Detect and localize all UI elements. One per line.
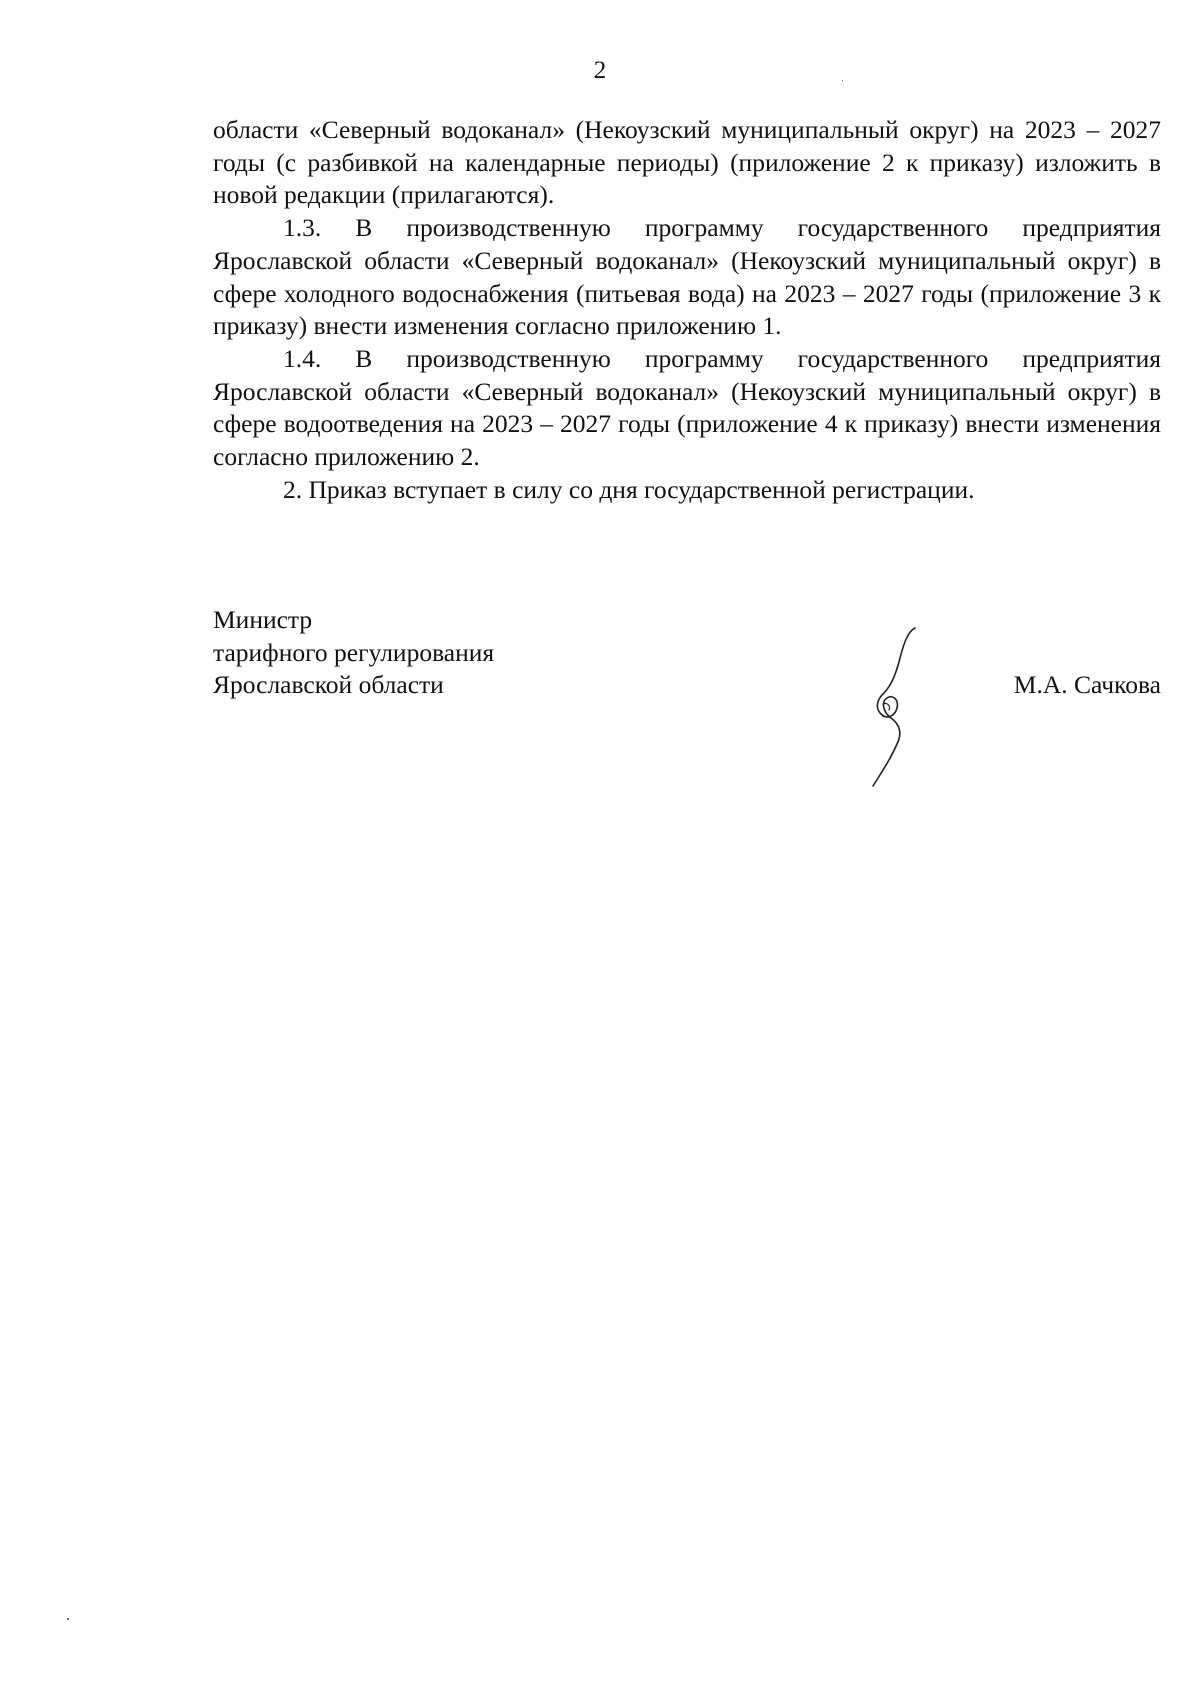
scan-speck: [67, 1618, 69, 1620]
signatory-title-line: Ярославской области: [213, 670, 444, 700]
paragraph-continuation: области «Северный водоканал» (Некоузский муниципальный округ) на 2023 – 2027 годы (с разбивкой на календарные периоды) (приложение 2 к приказу) изложить в новой редакции (прилагаются).: [213, 115, 1161, 210]
paragraph-1-4: 1.4. В производственную программу государственного предприятия Ярославской области «Северный водоканал» (Некоузский муниципальный округ) в сфере водоотведения на 2023 – 2027 годы (приложение 4 к приказу) внести изменения согласно приложению 2.: [213, 343, 1161, 472]
signatory-title-line: тарифного регулирования: [213, 637, 495, 667]
paragraph-1-3: 1.3. В производственную программу государственного предприятия Ярославской области «Северный водоканал» (Некоузский муниципальный округ) в сфере холодного водоснабжения (питьевая вода) на 2023 – 2027 годы (приложение 3 к приказу) внести изменения согласно приложению 1.: [213, 213, 1161, 341]
signature-block: [213, 604, 1161, 784]
signatory-name: М.А. Сачкова: [1013, 670, 1161, 699]
document-body: [213, 114, 1161, 506]
handwritten-signature-icon: [853, 624, 943, 794]
signatory-title: [213, 604, 494, 702]
scan-speck: [842, 80, 843, 81]
signatory-title-line: Министр: [213, 605, 313, 634]
paragraph-2: 2. Приказ вступает в силу со дня государственной регистрации.: [283, 474, 975, 504]
page-number: 2: [593, 57, 607, 84]
